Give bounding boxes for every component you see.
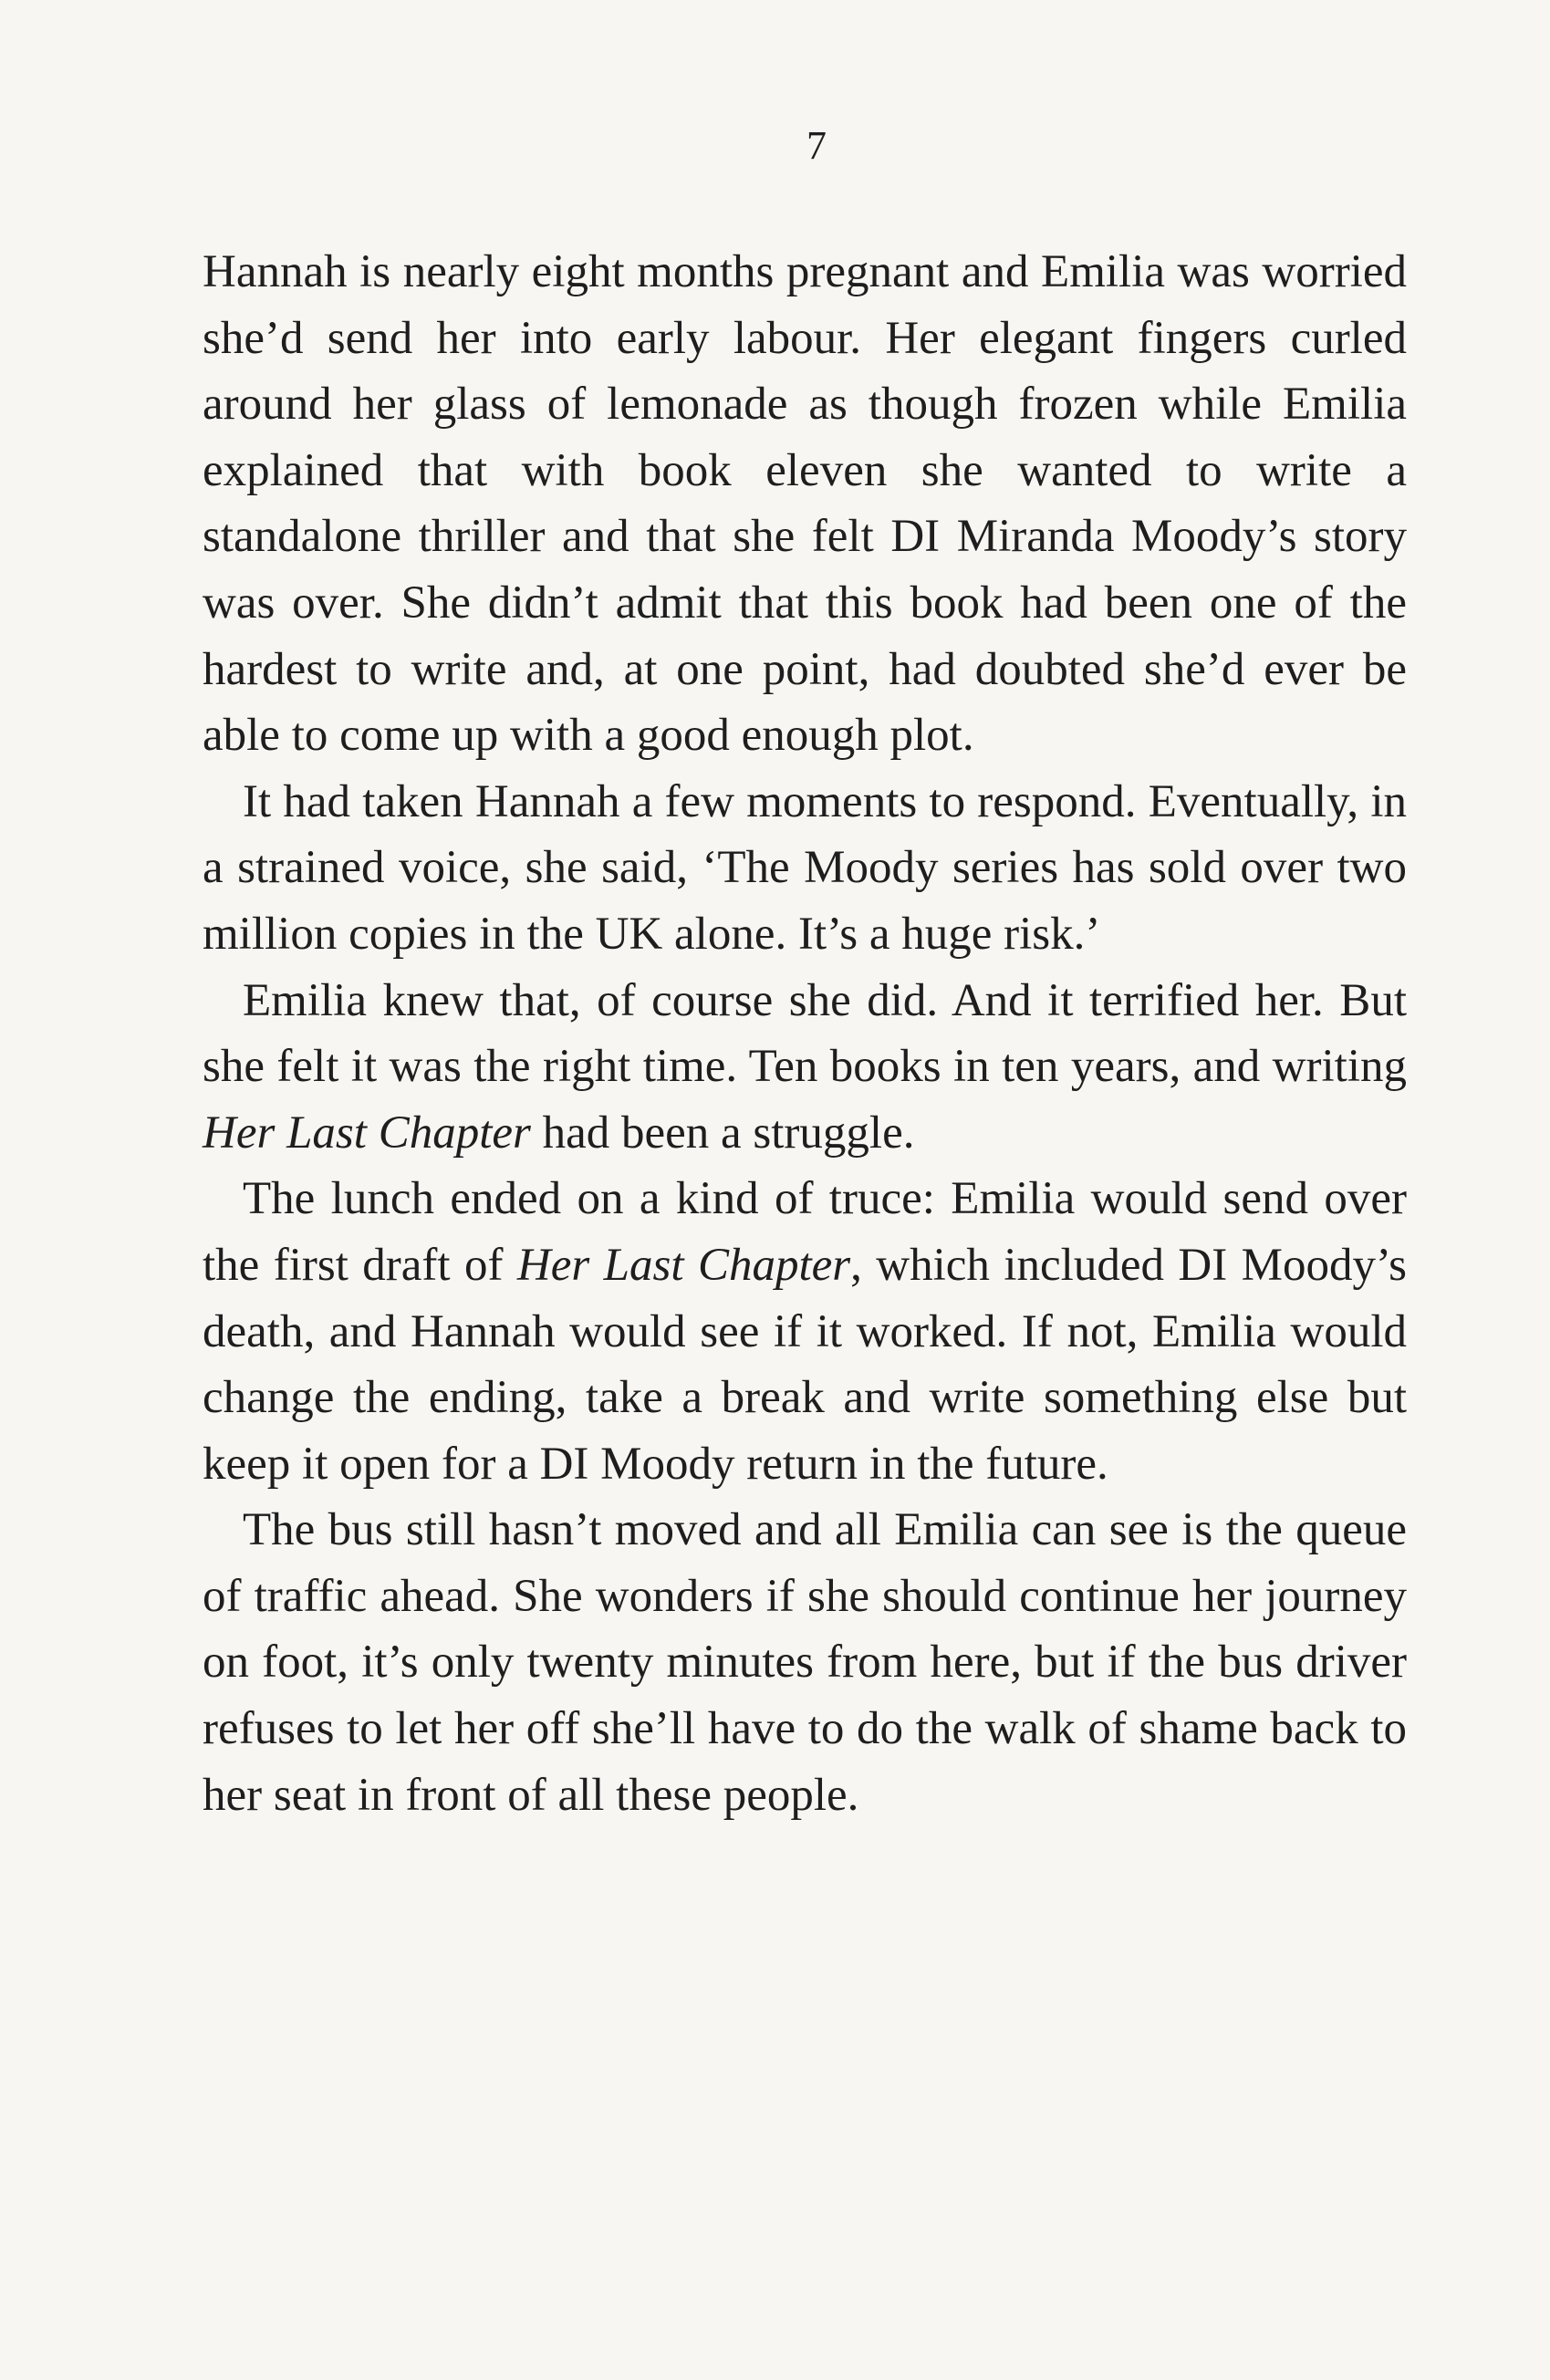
paragraph-2-text: It had taken Hannah a few moments to respond. Eventually, in a strained voice, she said, ‘The Moody series has sold over two million copies in the UK alone. It’s a huge risk.’ (203, 775, 1407, 960)
book-title-italic: Her Last Chapter (516, 1239, 851, 1291)
paragraph-1-text: Hannah is nearly eight months pregnant and Emilia was worried she’d send her into early labour. Her elegant fingers curled around her glass of lemonade as though frozen while Emilia explained that with book eleven she wanted to write a standalone thriller and that she felt DI Miranda Moody’s story was over. She didn’t admit that this book had been one of the hardest to write and, at one point, had doubted she’d ever be able to come up with a good enough plot. (203, 246, 1407, 762)
paragraph-1 (203, 239, 1407, 769)
paragraph-5-text: The bus still hasn’t moved and all Emilia can see is the queue of traffic ahead. She wonders if she should continue her journey on foot, it’s only twenty minutes from here, but if the bus driver refuses to let her off she’ll have to do the walk of shame back to her seat in front of all these people. (203, 1504, 1407, 1821)
paragraph-4 (203, 1166, 1407, 1497)
paragraph-4-text-a: The lunch ended on a kind of truce: Emilia would send over the first draft of (203, 1173, 1407, 1291)
page-number: 7 (806, 123, 827, 168)
body-text (203, 239, 1407, 1828)
paragraph-3-text-b: had been a struggle. (530, 1107, 915, 1159)
paragraph-5 (203, 1497, 1407, 1828)
paragraph-3-text-a: Emilia knew that, of course she did. And it terrified her. But she felt it was the right time. Ten books in ten years, and writing (203, 974, 1407, 1093)
paragraph-4-text-b: , which included DI Moody’s death, and Hannah would see if it worked. If not, Emilia would change the ending, take a break and write something else but keep it open for a DI Moody return in the future. (203, 1239, 1407, 1490)
paragraph-2 (203, 769, 1407, 968)
book-title-italic: Her Last Chapter (203, 1107, 531, 1159)
paragraph-3 (203, 968, 1407, 1167)
